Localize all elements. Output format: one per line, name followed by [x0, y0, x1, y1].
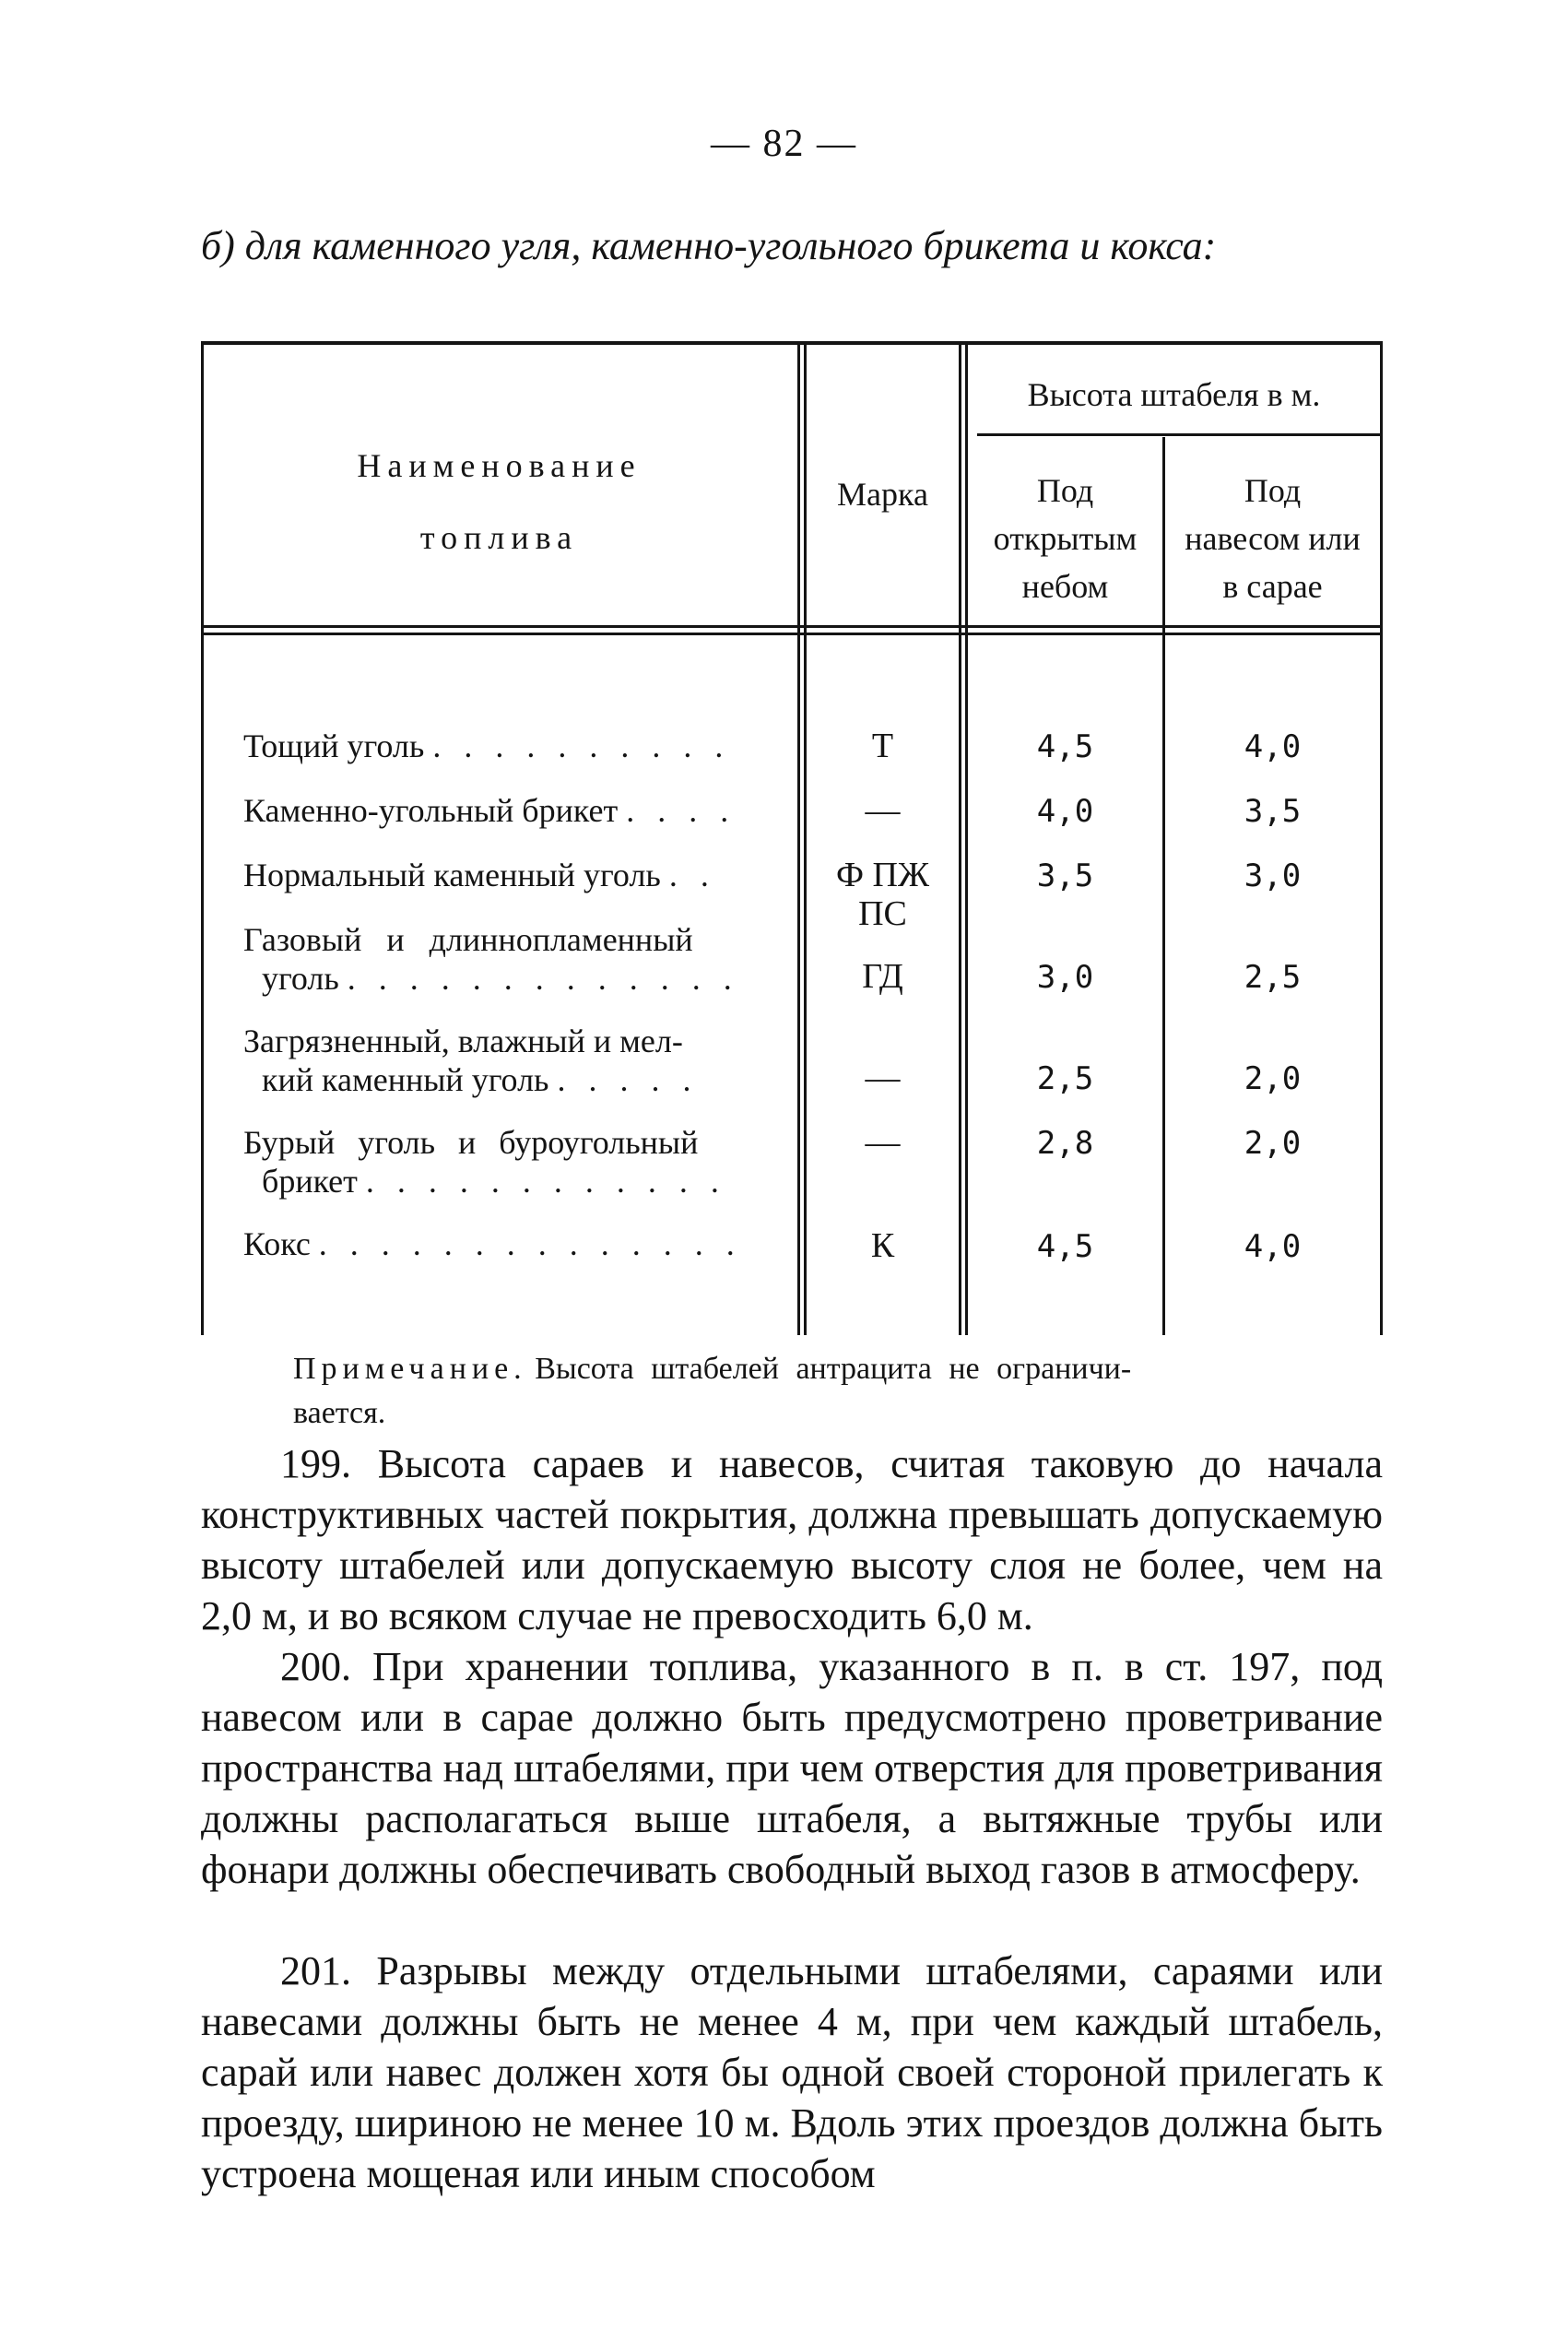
header-open-line3: небом [1021, 568, 1109, 605]
article-201 [201, 1946, 1383, 2199]
header-height-group: Высота штабеля в м. [1027, 376, 1321, 413]
table-row-name [243, 1224, 742, 1263]
row-mark: К [870, 1226, 895, 1265]
row-open-height: 2,8 [1036, 1125, 1094, 1162]
row-name-line1: Загрязненный, влажный и мел- [243, 1023, 683, 1059]
table-top-border [201, 341, 1383, 345]
subheader-rule [977, 433, 1383, 436]
row-open-height: 4,5 [1036, 728, 1094, 765]
row-leader-dots: . . . . . . . . . . . . . [347, 960, 739, 997]
row-name-line2: кий каменный уголь [262, 1061, 549, 1098]
intro-text: б) для каменного угля, каменно-угольного брикета и кокса: [201, 223, 1217, 268]
header-shed-line1: Под [1244, 472, 1302, 509]
row-name-line1: Каменно-угольный брикет [243, 792, 619, 829]
row-open-height: 4,5 [1036, 1228, 1094, 1265]
row-shed-height: 2,0 [1244, 1125, 1302, 1162]
table-row-name [243, 920, 739, 998]
row-shed-height: 3,0 [1244, 857, 1302, 894]
row-leader-dots: . . . . . . . . . . . . [365, 1163, 726, 1200]
row-mark: Ф ПЖ ПС [835, 856, 929, 933]
row-name-line1: Кокс [243, 1225, 311, 1262]
header-mark: Марка [837, 476, 928, 513]
table-note-continuation: вается. [293, 1396, 386, 1430]
row-name-line1: Тощий уголь [243, 727, 425, 764]
row-open-height: 3,5 [1036, 857, 1094, 894]
row-name-line1: Газовый и длиннопламенный [243, 921, 693, 958]
header-name [201, 430, 797, 574]
header-rule-1 [201, 625, 1383, 628]
header-rule-2 [201, 633, 1383, 635]
header-open-line1: Под [1036, 472, 1094, 509]
article-201-text: 201. Разрывы между отдельными штабелями, сараями или навесами должны быть не менее 4 м, при чем каждый штабель, сарай или навес должен хотя бы одной своей стороной прилегать к проезду, шириною не менее 10 м. Вдоль этих проездов должна быть устроена мощеная или иным способом [201, 1948, 1383, 2196]
article-199 [201, 1438, 1383, 1641]
header-open-line2: открытым [993, 520, 1138, 557]
article-200-text: 200. При хранении топлива, указанного в п. в ст. 197, под навесом или в сарае должно быть предусмотрено проветривание пространства над штабелями, при чем отверстия для проветривания должны располагаться выше штабеля, а вытяжные трубы или фонари должны обеспечивать свободный выход газов в атмосферу. [201, 1644, 1383, 1892]
table-row-name [243, 727, 730, 765]
row-shed-height: 4,0 [1244, 1228, 1302, 1265]
row-open-height: 4,0 [1036, 793, 1094, 830]
row-mark: Т [871, 727, 894, 765]
col-divider-1a [797, 341, 800, 1335]
row-shed-height: 2,0 [1244, 1060, 1302, 1097]
col-divider-2a [959, 341, 961, 1335]
header-shed-line3: в сарае [1222, 568, 1323, 605]
row-leader-dots: . . [668, 857, 716, 893]
header-name-line2: топлива [419, 519, 579, 556]
article-199-text: 199. Высота сараев и навесов, считая таковую до начала конструктивных частей покрытия, должна превышать допускаемую высоту штабелей или допускаемую высоту слоя не более, чем на 2,0 м, и во всяком случае не превосходить 6,0 м. [201, 1441, 1383, 1638]
table-row-name [243, 1123, 726, 1200]
header-open-sky [968, 467, 1162, 610]
row-mark: — [865, 1123, 901, 1162]
row-leader-dots: . . . . . . . . . . . . . . [318, 1225, 742, 1262]
fuel-stacking-table [201, 341, 1383, 1335]
header-name-line1: Наименование [357, 447, 642, 484]
row-leader-dots: . . . . . [557, 1061, 699, 1098]
table-row-name [243, 856, 716, 894]
table-row-name [243, 1022, 698, 1099]
row-name-line1: Нормальный каменный уголь [243, 857, 661, 893]
row-shed-height: 4,0 [1244, 728, 1302, 765]
row-mark: — [865, 791, 901, 830]
row-leader-dots: . . . . . . . . . . [432, 727, 731, 764]
table-right-border [1380, 341, 1383, 1335]
row-mark: ГД [862, 957, 903, 996]
row-open-height: 3,0 [1036, 959, 1094, 996]
row-open-height: 2,5 [1036, 1060, 1094, 1097]
row-shed-height: 3,5 [1244, 793, 1302, 830]
row-name-line2: брикет [262, 1163, 358, 1200]
row-mark: — [865, 1059, 901, 1097]
header-shed-line2: навесом или [1185, 520, 1361, 557]
table-note [293, 1348, 1383, 1390]
row-shed-height: 2,5 [1244, 959, 1302, 996]
table-row-name [243, 791, 736, 830]
article-200 [201, 1641, 1383, 1895]
note-text: Высота штабелей антрацита не ограничи- [535, 1352, 1132, 1386]
row-leader-dots: . . . . [626, 792, 737, 829]
note-label: Примечание. [293, 1352, 527, 1386]
row-name-line1: Бурый уголь и буроугольный [243, 1124, 699, 1161]
row-name-line2: уголь [262, 960, 339, 997]
header-shed [1165, 467, 1380, 610]
page-number: — 82 — [711, 123, 857, 165]
